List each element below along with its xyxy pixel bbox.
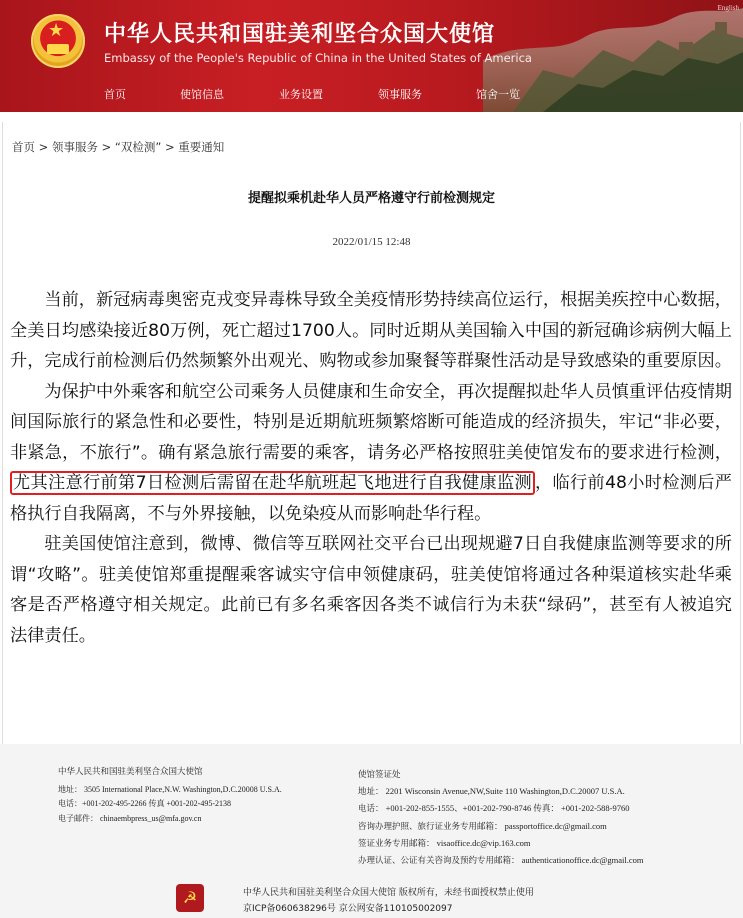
content-border-right	[740, 122, 741, 744]
footer-visa-office-name: 使馆签证处	[358, 769, 401, 779]
footer-authentication-email[interactable]: 办理认证、公证有关咨询及预约专用邮箱： authenticationoffice.dc@gmail.com	[358, 855, 644, 866]
highlighted-text: 尤其注意行前第7日检测后需留在赴华航班起飞地进行自我健康监测	[10, 471, 535, 495]
english-version-link[interactable]: English	[717, 4, 739, 12]
footer-visa-office-phone: 电话： +001-202-855-1555、+001-202-790-8746 传真： +001-202-588-9760	[358, 803, 630, 814]
article-title: 提醒拟乘机赴华人员严格遵守行前检测规定	[247, 191, 495, 206]
footer-copyright	[243, 885, 534, 917]
footer-embassy-address: 地址： 3505 International Place,N.W. Washington,D.C.20008 U.S.A.	[58, 784, 282, 794]
national-emblem-logo[interactable]	[31, 14, 85, 68]
site-header	[0, 0, 743, 112]
footer-visa-office-address: 地址： 2201 Wisconsin Avenue,NW,Suite 110 Washington,D.C.20007 U.S.A.	[358, 786, 625, 797]
footer-embassy-email[interactable]: 电子邮件： chinaembpress_us@mfa.gov.cn	[58, 813, 202, 823]
article-date: 2022/01/15 12:48	[332, 236, 411, 248]
article-paragraph-3: 驻美国使馆注意到，微博、微信等互联网社交平台已出现规避7日自我健康监测等要求的所谓“攻略”。驻美使馆郑重提醒乘客诚实守信申领健康码，驻美使馆将通过各种渠道核实赴华乘客是否严格遵守相关规定。此前已有多名乘客因各类不诚信行为未获“绿码”，甚至有人被追究法律责任。	[10, 534, 732, 646]
star-icon: ★	[48, 20, 65, 41]
nav-item-consular[interactable]: 领事服务	[378, 88, 422, 101]
party-emblem-icon[interactable]: ☭	[176, 884, 204, 912]
article-paragraph-1: 当前，新冠病毒奥密克戎变异毒株导致全美疫情形势持续高位运行，根据美疾控中心数据，全美日均感染接近80万例，死亡超过1700人。同时近期从美国输入中国的新冠确诊病例大幅上升，完成行前检测后仍然频繁外出观光、购物或参加聚餐等群聚性活动是导致感染的重要原因。	[10, 290, 732, 371]
footer-visa-email[interactable]: 签证业务专用邮箱： visaoffice.dc@vip.163.com	[358, 837, 531, 848]
content-border-left	[2, 122, 3, 744]
site-title-english: Embassy of the People's Republic of China in the United States of America	[104, 51, 532, 65]
footer-passport-email[interactable]: 咨询办理护照、旅行证业务专用邮箱： passportoffice.dc@gmail.com	[358, 820, 607, 831]
site-title-chinese: 中华人民共和国驻美利坚合众国大使馆	[104, 22, 496, 47]
article-body	[10, 285, 732, 651]
footer-embassy-contact	[58, 764, 282, 826]
footer-copyright-text: 中华人民共和国驻美利坚合众国大使馆 版权所有，未经书面授权禁止使用	[243, 888, 534, 898]
site-footer	[0, 744, 743, 918]
footer-visa-office-contact	[358, 766, 644, 869]
footer-embassy-name: 中华人民共和国驻美利坚合众国大使馆	[58, 766, 203, 776]
nav-item-services[interactable]: 业务设置	[279, 88, 323, 101]
article-paragraph-2	[10, 377, 732, 530]
tiananmen-icon	[47, 44, 69, 54]
paragraph-2-text-before: 为保护中外乘客和航空公司乘务人员健康和生命安全，再次提醒拟赴华人员慎重评估疫情期间国际旅行的紧急性和必要性，特别是近期航班频繁熔断可能造成的经济损失，牢记“非必要，非紧急，不旅行”。确有紧急旅行需要的乘客，请务必严格按照驻美使馆发布的要求进行检测，	[10, 381, 732, 463]
nav-item-embassy-info[interactable]: 使馆信息	[180, 88, 224, 101]
nav-item-premises[interactable]: 馆舍一览	[476, 88, 520, 101]
footer-embassy-phone: 电话：+001-202-495-2266 传真 +001-202-495-2138	[58, 799, 232, 808]
nav-item-home[interactable]: 首页	[104, 88, 126, 101]
breadcrumb[interactable]: 首页 > 领事服务 > “双检测” > 重要通知	[12, 140, 225, 154]
paragraph-2-text-after: ，临行前48小时检测后严格执行自我隔离，不与外界接触，以免染疫从而影响赴华行程。	[10, 473, 732, 524]
footer-icp-text[interactable]: 京ICP备060638296号 京公网安备110105002097	[243, 904, 453, 914]
